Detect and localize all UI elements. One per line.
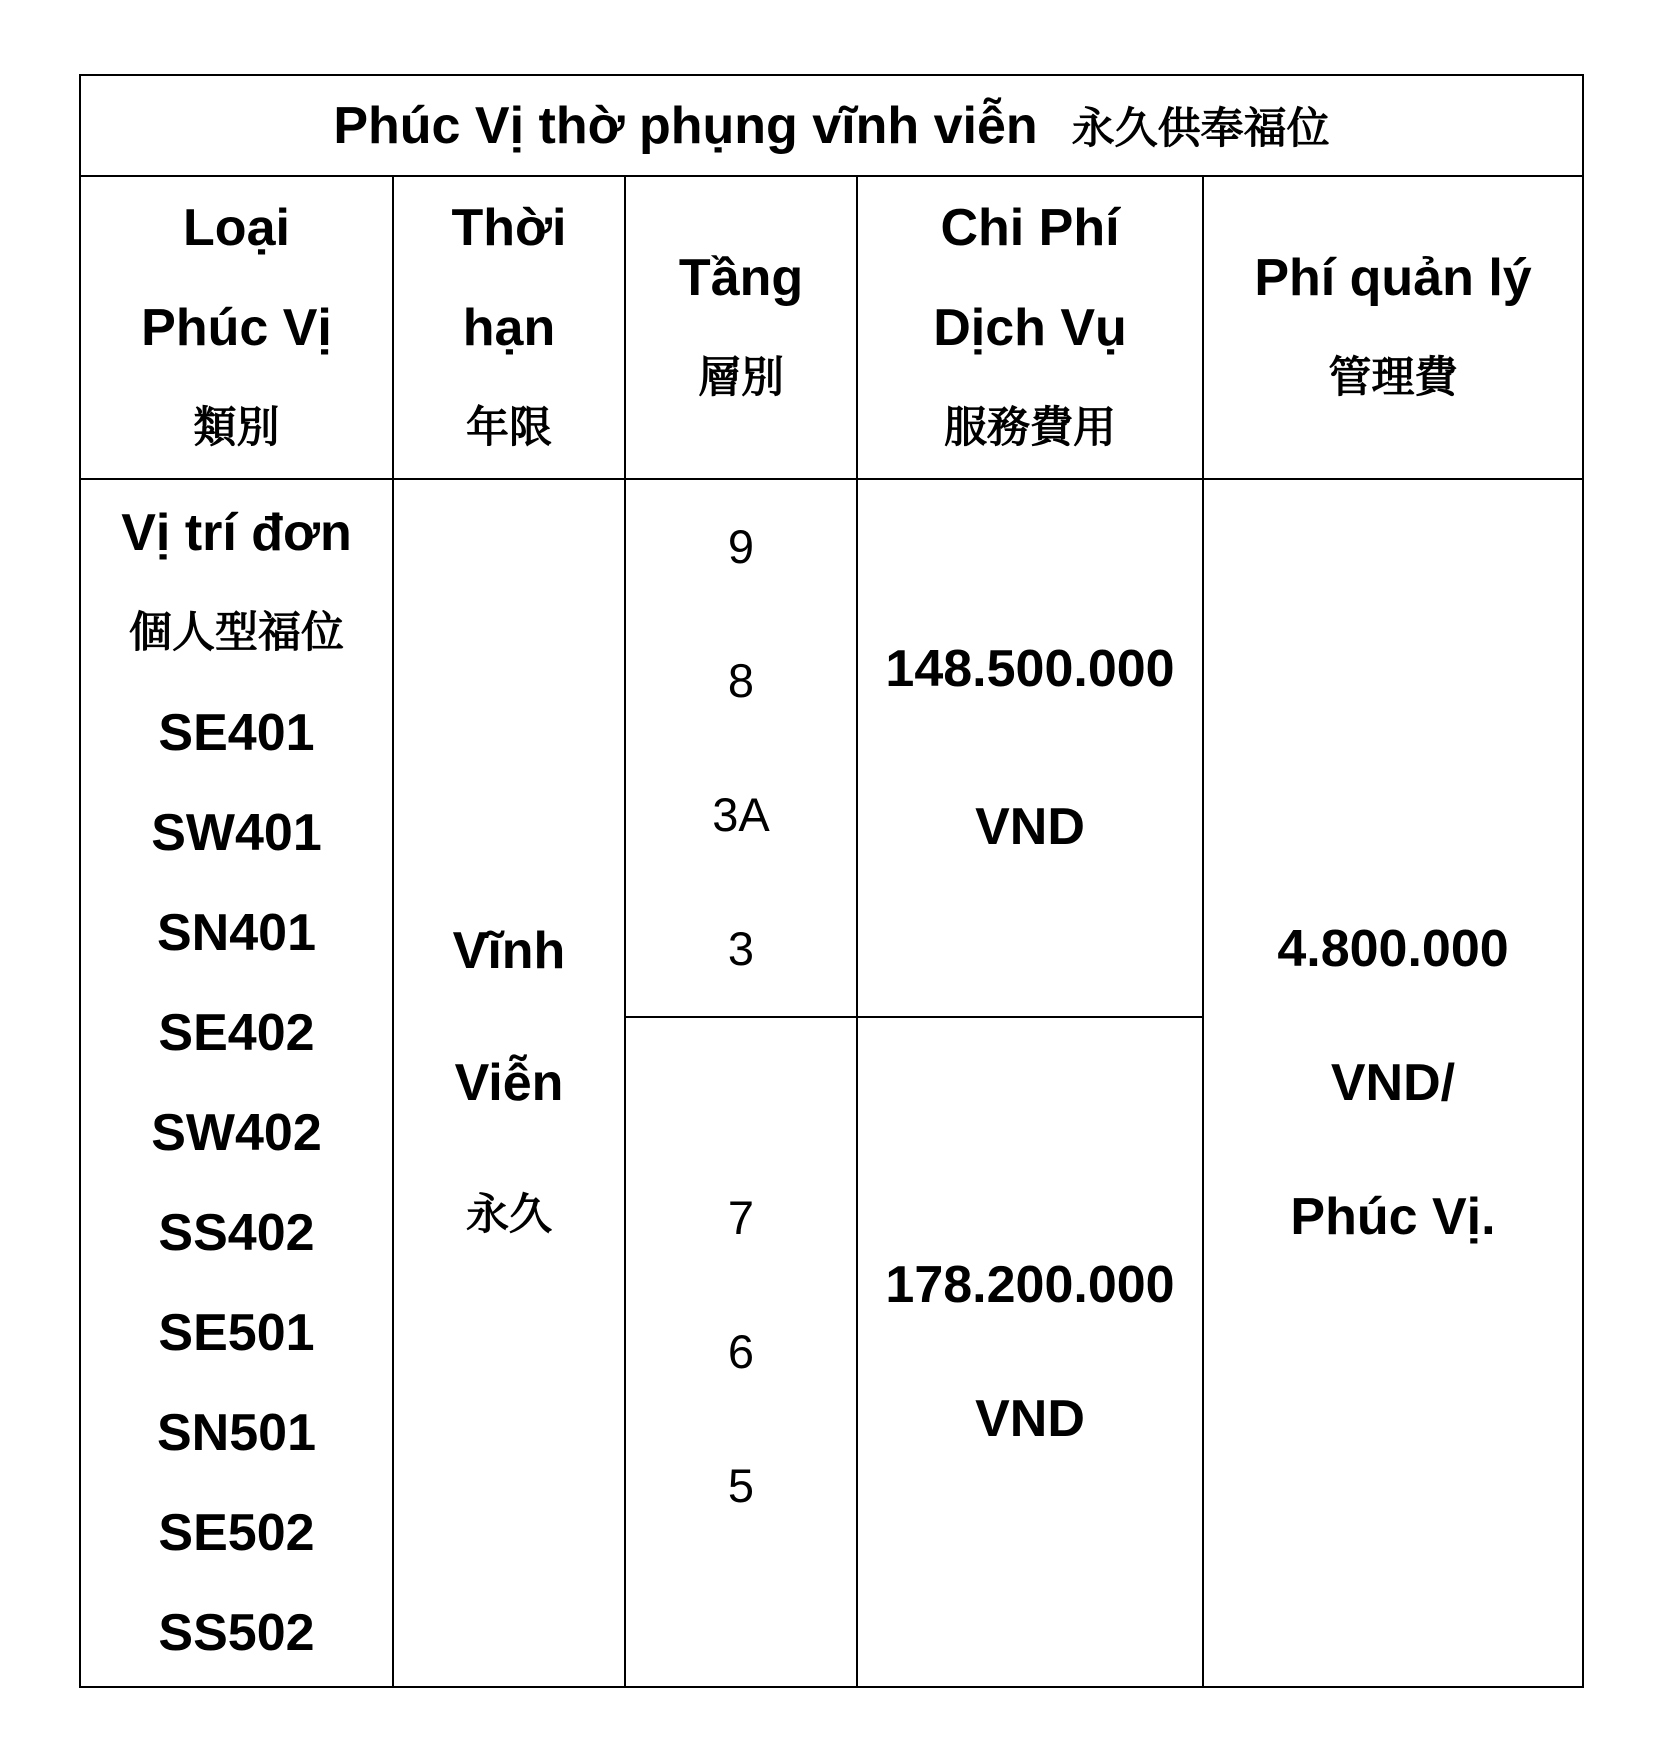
management-fee-per: Phúc Vị.	[1290, 1188, 1496, 1246]
floor-value: 7	[727, 1191, 755, 1244]
fee-currency: VND	[975, 798, 1085, 856]
floor-group-2	[626, 1018, 856, 1686]
title-zh: 永久供奉福位	[1071, 104, 1330, 154]
header-term-line1: Thời	[451, 198, 567, 257]
term-line2: Viễn	[454, 1054, 564, 1112]
type-name-zh: 個人型福位	[129, 608, 344, 658]
term-line1: Vĩnh	[452, 922, 566, 980]
header-type	[81, 177, 392, 478]
management-fee-unit: VND/	[1330, 1054, 1456, 1112]
floor-value: 8	[727, 654, 755, 707]
floor-group-1	[626, 480, 856, 1016]
header-service-fee-zh: 服務費用	[944, 402, 1116, 453]
position-code: SE501	[158, 1304, 315, 1362]
position-code: SW401	[151, 804, 322, 862]
position-code: SN401	[157, 904, 316, 962]
fee-currency: VND	[975, 1390, 1085, 1448]
management-fee-cell	[1204, 480, 1582, 1686]
service-fee-group-2	[858, 1018, 1202, 1686]
header-floor-zh: 層別	[698, 352, 784, 403]
table-title	[81, 76, 1582, 175]
floor-value: 3	[727, 922, 755, 975]
term-cell	[394, 480, 624, 1686]
fee-amount: 178.200.000	[885, 1256, 1175, 1314]
position-code: SE402	[158, 1004, 315, 1062]
floor-value: 9	[727, 520, 755, 573]
position-code: SW402	[151, 1104, 322, 1162]
price-table	[79, 74, 1584, 1688]
header-management-fee-line1: Phí quản lý	[1254, 248, 1532, 307]
header-management-fee-zh: 管理費	[1328, 352, 1458, 403]
title-vi: Phúc Vị thờ phụng vĩnh viễn	[333, 96, 1038, 155]
position-code: SE502	[158, 1504, 315, 1562]
service-fee-group-1	[858, 480, 1202, 1016]
header-type-line2: Phúc Vị	[141, 298, 332, 357]
header-term-line2: hạn	[462, 298, 556, 357]
management-fee-amount: 4.800.000	[1277, 920, 1509, 978]
position-code: SN501	[157, 1404, 316, 1462]
position-code: SS402	[158, 1204, 315, 1262]
floor-value: 5	[727, 1459, 755, 1512]
position-code: SE401	[158, 704, 315, 762]
header-management-fee	[1204, 177, 1582, 478]
position-code: SS502	[158, 1604, 315, 1662]
term-zh: 永久	[466, 1190, 552, 1240]
header-service-fee-line1: Chi Phí	[940, 198, 1120, 257]
fee-amount: 148.500.000	[885, 640, 1175, 698]
type-cell	[81, 480, 392, 1686]
header-term-zh: 年限	[466, 402, 552, 453]
floor-value: 6	[727, 1325, 755, 1378]
header-type-line1: Loại	[183, 198, 290, 257]
header-term	[394, 177, 624, 478]
header-service-fee-line2: Dịch Vụ	[933, 298, 1127, 357]
header-service-fee	[858, 177, 1202, 478]
header-floor-line1: Tầng	[678, 248, 804, 307]
floor-value: 3A	[712, 788, 770, 841]
header-type-zh: 類別	[193, 402, 280, 453]
header-floor	[626, 177, 856, 478]
type-name: Vị trí đơn	[121, 504, 352, 562]
